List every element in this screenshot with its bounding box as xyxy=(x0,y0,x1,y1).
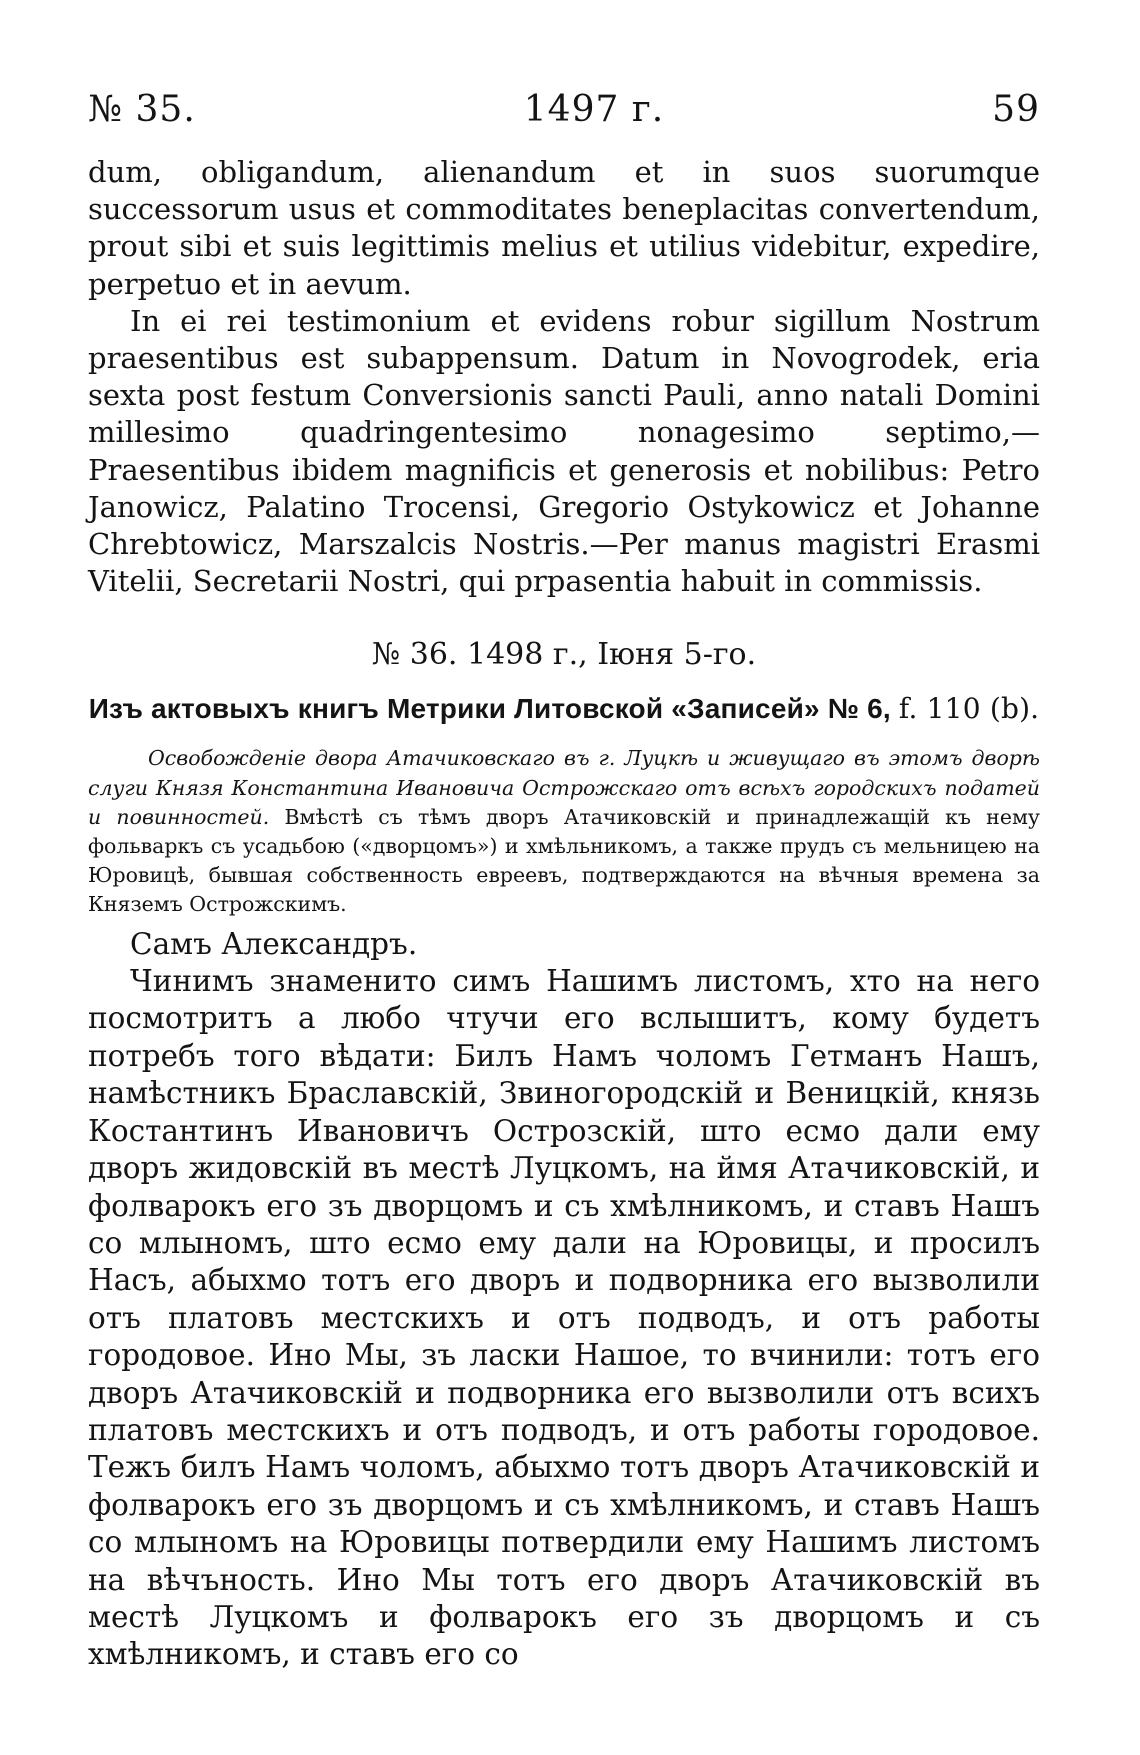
salutation-line: Самъ Александръ. xyxy=(130,926,418,961)
header-document-number: № 35. xyxy=(88,89,196,130)
document-number-heading: № 36. 1498 г., Іюня 5-го. xyxy=(371,637,757,673)
document-source-heading xyxy=(88,690,1040,728)
header-page-number: 59 xyxy=(992,89,1040,130)
document-summary xyxy=(88,744,1040,919)
latin-paragraph-testimonium: In ei rei testimonium et evidens robur sigillum Nostrum praesentibus est subappensum. Datum in Novogrodek, eria sexta post festum Conversionis sancti Pauli, anno natali Domini millesimo quadringentesimo nonagesimo septimo,—Praesentibus ibidem magnificis et generosis et nobilibus: Petro Janowicz, Palatino Trocensi, Gregorio Ostykowicz et Johanne Chrebtowicz, Marszalcis Nostris.—Per manus magistri Erasmi Vitelii, Secretarii Nostri, qui prpasentia habuit in commissis. xyxy=(88,303,1040,599)
summary-description: Вмѣстѣ съ тѣмъ дворъ Атачиковскій и принадлежащій къ нему фольваркъ съ усадьбою («дворцомъ») и хмѣльникомъ, а также прудъ съ мельницею на Юровицѣ, бывшая собственность евреевъ, подтверждаются на вѣчныя времена за Княземъ Острожскимъ. xyxy=(88,804,1040,917)
book-page xyxy=(88,88,1040,1674)
document-body xyxy=(88,926,1040,1674)
source-title: Изъ актовыхъ книгъ Метрики Литовской «Записей» № 6, xyxy=(88,693,891,725)
source-folio-reference: f. 110 (b). xyxy=(898,692,1040,726)
running-header xyxy=(88,88,1040,154)
latin-paragraph-continuation: dum, obligandum, alienandum et in suos suorumque successorum usus et commoditates beneplacitas convertendum, prout sibi et suis legittimis melius et utilius videbitur, expedire, perpetuo et in aevum. xyxy=(88,155,1040,301)
latin-document-text xyxy=(88,154,1040,600)
summary-italic-title: Освобожденіе двора Атачиковскаго въ г. Луцкѣ и живущаго въ этомъ дворѣ слуги Князя Константина Ивановича Острожскаго отъ всѣхъ городскихъ податей и повинностей. xyxy=(88,746,1040,829)
header-year: 1497 г. xyxy=(523,89,665,130)
charter-text: Чинимъ знаменито симъ Нашимъ листомъ, хто на него посмотритъ а любо чтучи его вслышитъ, кому будетъ потребъ того вѣдати: Билъ Намъ чоломъ Гетманъ Нашъ, намѣстникъ Браславскій, Звиногородскій и Веницкій, князь Костантинъ Ивановичъ Острозскій, што есмо дали ему дворъ жидовскій въ местѣ Луцкомъ, на ймя Атачиковскій, и фолварокъ его зъ дворцомъ и съ хмѣлникомъ, и ставъ Нашъ со млыномъ, што есмо ему дали на Юровицы, и просилъ Насъ, абыхмо тотъ его дворъ и подворника его вызволили отъ платовъ местскихъ и отъ подводъ, и отъ работы городовое. Ино Мы, зъ ласки Нашое, то вчинили: тотъ его дворъ Атачиковскій и подворника его вызволили отъ всихъ платовъ местскихъ и отъ подводъ, и отъ работы городовое. Тежъ билъ Намъ чоломъ, абыхмо тотъ дворъ Атачиковскій и фолварокъ его зъ дворцомъ и съ хмѣлникомъ, и ставъ Нашъ со млыномъ на Юровицы потвердили ему Нашимъ листомъ на вѣчъность. Ино Мы тотъ его дворъ Атачиковскій въ местѣ Луцкомъ и фолварокъ его зъ дворцомъ и съ хмѣлникомъ, и ставъ его со xyxy=(88,964,1040,1672)
